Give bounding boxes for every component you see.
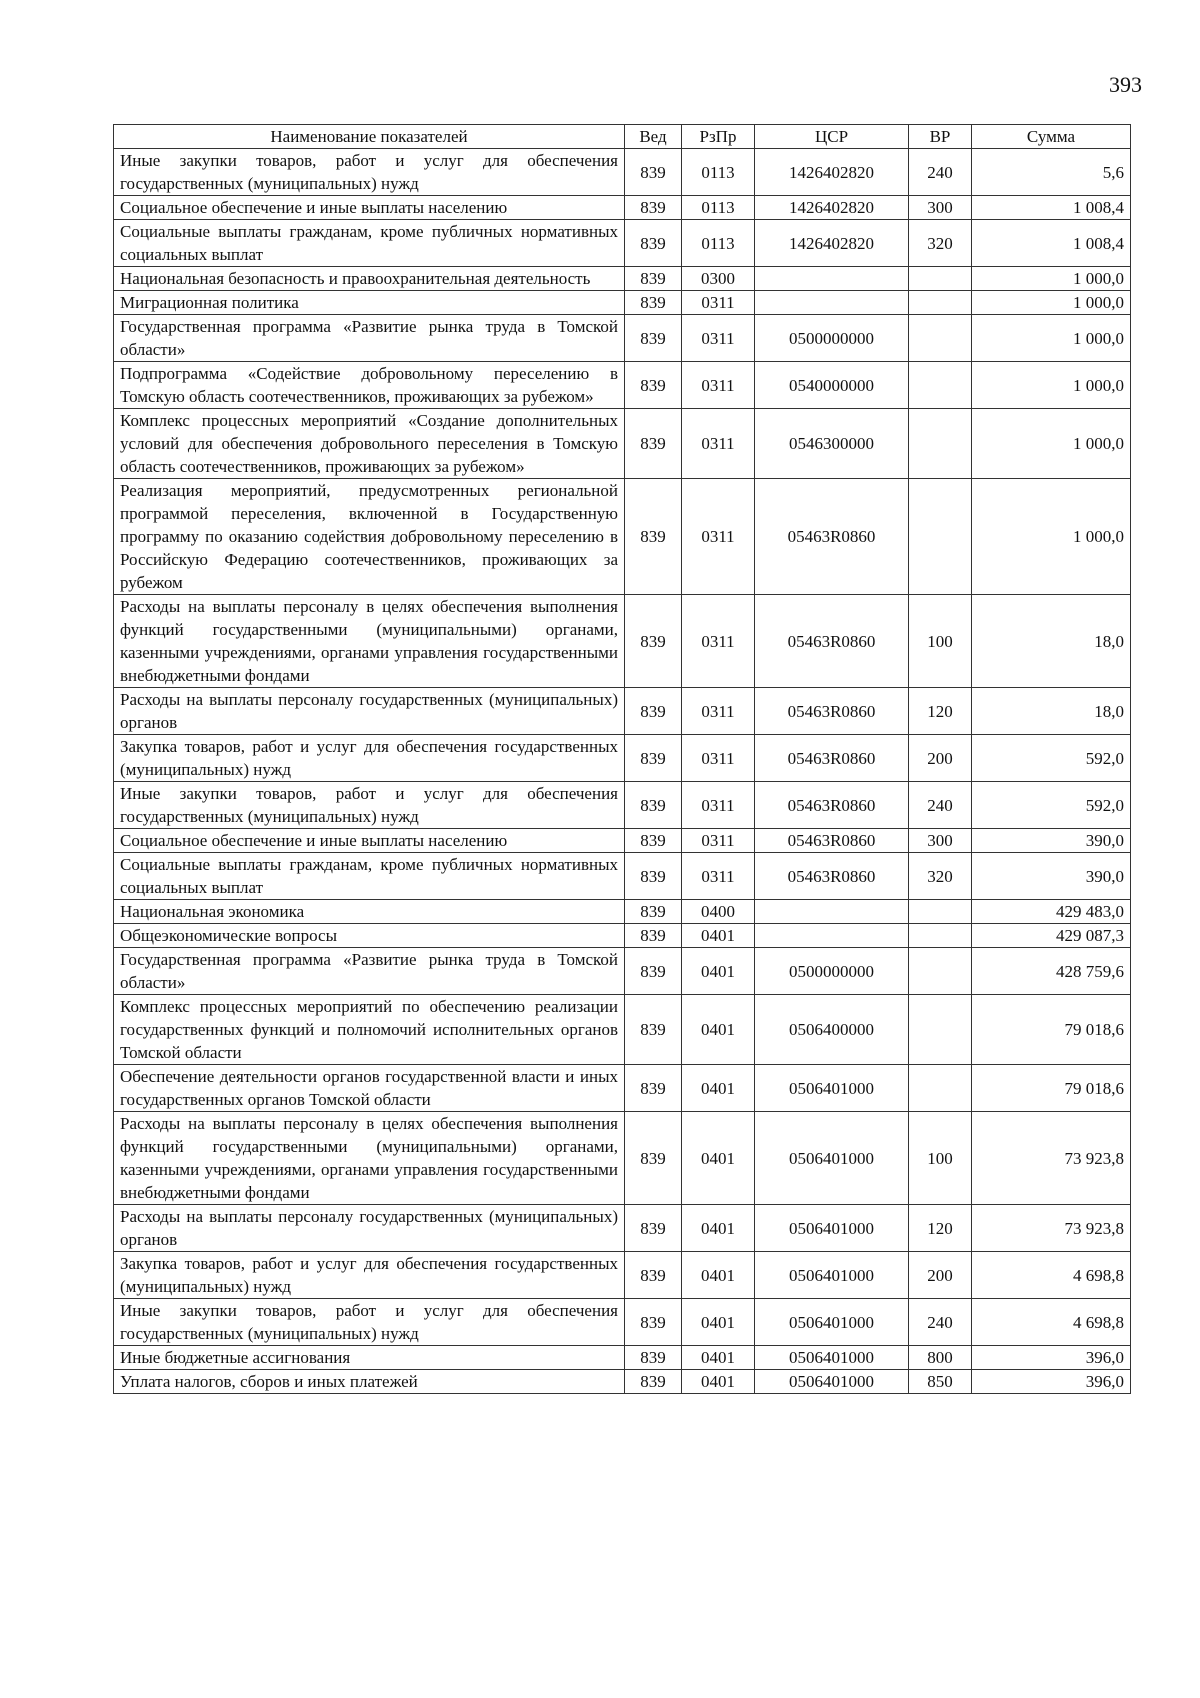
cell-vr xyxy=(909,409,972,479)
cell-ved: 839 xyxy=(625,196,682,220)
cell-ved: 839 xyxy=(625,315,682,362)
cell-vr: 300 xyxy=(909,196,972,220)
cell-ved: 839 xyxy=(625,1065,682,1112)
cell-csr xyxy=(755,900,909,924)
cell-sum: 1 008,4 xyxy=(972,220,1131,267)
cell-vr: 800 xyxy=(909,1346,972,1370)
cell-ved: 839 xyxy=(625,948,682,995)
cell-csr: 05463R0860 xyxy=(755,782,909,829)
table-row xyxy=(114,995,1131,1065)
cell-ved: 839 xyxy=(625,1299,682,1346)
cell-csr: 0546300000 xyxy=(755,409,909,479)
cell-ved: 839 xyxy=(625,1252,682,1299)
cell-vr: 100 xyxy=(909,595,972,688)
cell-sum: 4 698,8 xyxy=(972,1299,1131,1346)
cell-ved: 839 xyxy=(625,149,682,196)
cell-name: Расходы на выплаты персоналу государственных (муниципальных) органов xyxy=(114,688,625,735)
table-row xyxy=(114,220,1131,267)
cell-csr: 0506401000 xyxy=(755,1112,909,1205)
cell-csr: 0506401000 xyxy=(755,1205,909,1252)
cell-csr: 05463R0860 xyxy=(755,479,909,595)
cell-ved: 839 xyxy=(625,829,682,853)
cell-name: Иные закупки товаров, работ и услуг для обеспечения государственных (муниципальных) нужд xyxy=(114,149,625,196)
cell-name: Закупка товаров, работ и услуг для обеспечения государственных (муниципальных) нужд xyxy=(114,1252,625,1299)
cell-ved: 839 xyxy=(625,1205,682,1252)
cell-ved: 839 xyxy=(625,220,682,267)
cell-sum: 428 759,6 xyxy=(972,948,1131,995)
cell-vr: 320 xyxy=(909,853,972,900)
cell-sum: 390,0 xyxy=(972,829,1131,853)
cell-ved: 839 xyxy=(625,735,682,782)
cell-csr: 05463R0860 xyxy=(755,595,909,688)
cell-name: Социальное обеспечение и иные выплаты населению xyxy=(114,196,625,220)
cell-sum: 390,0 xyxy=(972,853,1131,900)
table-row xyxy=(114,735,1131,782)
cell-vr: 300 xyxy=(909,829,972,853)
cell-name: Национальная экономика xyxy=(114,900,625,924)
cell-vr: 240 xyxy=(909,1299,972,1346)
cell-rzpr: 0300 xyxy=(682,267,755,291)
cell-vr: 200 xyxy=(909,735,972,782)
cell-vr xyxy=(909,291,972,315)
table-row xyxy=(114,924,1131,948)
cell-ved: 839 xyxy=(625,900,682,924)
cell-sum: 79 018,6 xyxy=(972,1065,1131,1112)
cell-ved: 839 xyxy=(625,291,682,315)
cell-vr: 200 xyxy=(909,1252,972,1299)
cell-csr: 0506401000 xyxy=(755,1252,909,1299)
cell-name: Уплата налогов, сборов и иных платежей xyxy=(114,1370,625,1394)
cell-vr: 100 xyxy=(909,1112,972,1205)
cell-name: Расходы на выплаты персоналу в целях обеспечения выполнения функций государственными (муниципальными) органами, казенными учреждениями, органами управления государственными внебюджетными фондами xyxy=(114,1112,625,1205)
cell-rzpr: 0311 xyxy=(682,315,755,362)
header-ved: Вед xyxy=(625,125,682,149)
cell-rzpr: 0113 xyxy=(682,220,755,267)
header-csr: ЦСР xyxy=(755,125,909,149)
cell-name: Комплекс процессных мероприятий по обеспечению реализации государственных функций и полномочий исполнительных органов Томской области xyxy=(114,995,625,1065)
cell-name: Иные бюджетные ассигнования xyxy=(114,1346,625,1370)
cell-name: Обеспечение деятельности органов государственной власти и иных государственных органов Томской области xyxy=(114,1065,625,1112)
table-row xyxy=(114,1370,1131,1394)
cell-name: Социальное обеспечение и иные выплаты населению xyxy=(114,829,625,853)
cell-name: Государственная программа «Развитие рынка труда в Томской области» xyxy=(114,315,625,362)
cell-csr xyxy=(755,267,909,291)
cell-rzpr: 0401 xyxy=(682,1065,755,1112)
cell-sum: 1 000,0 xyxy=(972,267,1131,291)
cell-rzpr: 0311 xyxy=(682,853,755,900)
table-row xyxy=(114,362,1131,409)
cell-vr: 120 xyxy=(909,1205,972,1252)
cell-rzpr: 0401 xyxy=(682,1252,755,1299)
cell-ved: 839 xyxy=(625,409,682,479)
cell-sum: 592,0 xyxy=(972,735,1131,782)
cell-name: Расходы на выплаты персоналу в целях обеспечения выполнения функций государственными (муниципальными) органами, казенными учреждениями, органами управления государственными внебюджетными фондами xyxy=(114,595,625,688)
table-row xyxy=(114,315,1131,362)
cell-name: Иные закупки товаров, работ и услуг для обеспечения государственных (муниципальных) нужд xyxy=(114,782,625,829)
cell-vr xyxy=(909,267,972,291)
cell-name: Закупка товаров, работ и услуг для обеспечения государственных (муниципальных) нужд xyxy=(114,735,625,782)
cell-rzpr: 0113 xyxy=(682,196,755,220)
cell-csr: 05463R0860 xyxy=(755,853,909,900)
table-row xyxy=(114,1205,1131,1252)
cell-sum: 73 923,8 xyxy=(972,1205,1131,1252)
cell-sum: 18,0 xyxy=(972,595,1131,688)
table-row xyxy=(114,1065,1131,1112)
cell-vr: 850 xyxy=(909,1370,972,1394)
cell-rzpr: 0311 xyxy=(682,362,755,409)
cell-rzpr: 0311 xyxy=(682,479,755,595)
header-vr: ВР xyxy=(909,125,972,149)
table-row xyxy=(114,688,1131,735)
cell-sum: 1 000,0 xyxy=(972,362,1131,409)
cell-ved: 839 xyxy=(625,479,682,595)
cell-sum: 4 698,8 xyxy=(972,1252,1131,1299)
cell-rzpr: 0311 xyxy=(682,409,755,479)
cell-vr: 320 xyxy=(909,220,972,267)
cell-csr: 0500000000 xyxy=(755,315,909,362)
table-row xyxy=(114,1112,1131,1205)
cell-sum: 1 000,0 xyxy=(972,479,1131,595)
cell-csr: 1426402820 xyxy=(755,220,909,267)
cell-csr: 05463R0860 xyxy=(755,829,909,853)
table-row xyxy=(114,1346,1131,1370)
cell-vr xyxy=(909,479,972,595)
page-number: 393 xyxy=(1109,72,1142,97)
cell-rzpr: 0400 xyxy=(682,900,755,924)
cell-ved: 839 xyxy=(625,1346,682,1370)
cell-rzpr: 0311 xyxy=(682,595,755,688)
table-row xyxy=(114,900,1131,924)
cell-csr: 0506401000 xyxy=(755,1065,909,1112)
cell-rzpr: 0401 xyxy=(682,948,755,995)
table-row xyxy=(114,291,1131,315)
cell-csr: 0540000000 xyxy=(755,362,909,409)
cell-rzpr: 0401 xyxy=(682,1299,755,1346)
cell-ved: 839 xyxy=(625,1112,682,1205)
cell-vr xyxy=(909,315,972,362)
cell-csr xyxy=(755,291,909,315)
table-row xyxy=(114,948,1131,995)
budget-table xyxy=(113,124,1131,1394)
cell-ved: 839 xyxy=(625,688,682,735)
cell-name: Подпрограмма «Содействие добровольному переселению в Томскую область соотечественников, проживающих за рубежом» xyxy=(114,362,625,409)
cell-sum: 396,0 xyxy=(972,1370,1131,1394)
cell-sum: 1 008,4 xyxy=(972,196,1131,220)
cell-sum: 429 483,0 xyxy=(972,900,1131,924)
cell-csr: 1426402820 xyxy=(755,149,909,196)
cell-name: Национальная безопасность и правоохранительная деятельность xyxy=(114,267,625,291)
header-name: Наименование показателей xyxy=(114,125,625,149)
cell-vr: 240 xyxy=(909,782,972,829)
cell-rzpr: 0311 xyxy=(682,688,755,735)
cell-sum: 5,6 xyxy=(972,149,1131,196)
table-row xyxy=(114,829,1131,853)
cell-name: Государственная программа «Развитие рынка труда в Томской области» xyxy=(114,948,625,995)
cell-sum: 73 923,8 xyxy=(972,1112,1131,1205)
cell-rzpr: 0401 xyxy=(682,1205,755,1252)
cell-rzpr: 0401 xyxy=(682,1370,755,1394)
cell-sum: 18,0 xyxy=(972,688,1131,735)
cell-csr: 05463R0860 xyxy=(755,688,909,735)
cell-name: Расходы на выплаты персоналу государственных (муниципальных) органов xyxy=(114,1205,625,1252)
cell-csr: 0506401000 xyxy=(755,1370,909,1394)
cell-ved: 839 xyxy=(625,1370,682,1394)
cell-csr: 0506400000 xyxy=(755,995,909,1065)
cell-vr xyxy=(909,924,972,948)
cell-sum: 1 000,0 xyxy=(972,409,1131,479)
table-row xyxy=(114,782,1131,829)
table-body xyxy=(114,149,1131,1394)
cell-name: Иные закупки товаров, работ и услуг для обеспечения государственных (муниципальных) нужд xyxy=(114,1299,625,1346)
table-row xyxy=(114,267,1131,291)
cell-vr xyxy=(909,995,972,1065)
cell-name: Общеэкономические вопросы xyxy=(114,924,625,948)
header-sum: Сумма xyxy=(972,125,1131,149)
table-row xyxy=(114,1252,1131,1299)
cell-ved: 839 xyxy=(625,595,682,688)
cell-csr xyxy=(755,924,909,948)
cell-name: Миграционная политика xyxy=(114,291,625,315)
cell-rzpr: 0311 xyxy=(682,782,755,829)
cell-rzpr: 0401 xyxy=(682,1346,755,1370)
cell-ved: 839 xyxy=(625,782,682,829)
cell-rzpr: 0311 xyxy=(682,829,755,853)
cell-rzpr: 0401 xyxy=(682,995,755,1065)
cell-sum: 79 018,6 xyxy=(972,995,1131,1065)
cell-rzpr: 0113 xyxy=(682,149,755,196)
cell-name: Социальные выплаты гражданам, кроме публичных нормативных социальных выплат xyxy=(114,853,625,900)
cell-name: Реализация мероприятий, предусмотренных региональной программой переселения, включенной в Государственную программу по оказанию содействия добровольному переселению в Российскую Федерацию соотечественников, проживающих за рубежом xyxy=(114,479,625,595)
table-row xyxy=(114,409,1131,479)
cell-rzpr: 0401 xyxy=(682,1112,755,1205)
cell-ved: 839 xyxy=(625,924,682,948)
cell-ved: 839 xyxy=(625,995,682,1065)
cell-name: Комплекс процессных мероприятий «Создание дополнительных условий для обеспечения добровольного переселения в Томскую область соотечественников, проживающих за рубежом» xyxy=(114,409,625,479)
cell-vr: 120 xyxy=(909,688,972,735)
cell-sum: 429 087,3 xyxy=(972,924,1131,948)
cell-name: Социальные выплаты гражданам, кроме публичных нормативных социальных выплат xyxy=(114,220,625,267)
cell-vr xyxy=(909,900,972,924)
header-rzpr: РзПр xyxy=(682,125,755,149)
cell-sum: 1 000,0 xyxy=(972,291,1131,315)
table-row xyxy=(114,149,1131,196)
table-header-row xyxy=(114,125,1131,149)
table-row xyxy=(114,196,1131,220)
cell-sum: 592,0 xyxy=(972,782,1131,829)
cell-sum: 1 000,0 xyxy=(972,315,1131,362)
cell-vr xyxy=(909,362,972,409)
cell-csr: 1426402820 xyxy=(755,196,909,220)
cell-ved: 839 xyxy=(625,853,682,900)
cell-vr xyxy=(909,948,972,995)
cell-csr: 05463R0860 xyxy=(755,735,909,782)
cell-rzpr: 0311 xyxy=(682,291,755,315)
cell-rzpr: 0311 xyxy=(682,735,755,782)
cell-ved: 839 xyxy=(625,267,682,291)
table-row xyxy=(114,853,1131,900)
cell-csr: 0506401000 xyxy=(755,1346,909,1370)
table-row xyxy=(114,595,1131,688)
cell-sum: 396,0 xyxy=(972,1346,1131,1370)
cell-rzpr: 0401 xyxy=(682,924,755,948)
cell-csr: 0500000000 xyxy=(755,948,909,995)
cell-csr: 0506401000 xyxy=(755,1299,909,1346)
cell-ved: 839 xyxy=(625,362,682,409)
table-row xyxy=(114,1299,1131,1346)
table-row xyxy=(114,479,1131,595)
cell-vr xyxy=(909,1065,972,1112)
cell-vr: 240 xyxy=(909,149,972,196)
